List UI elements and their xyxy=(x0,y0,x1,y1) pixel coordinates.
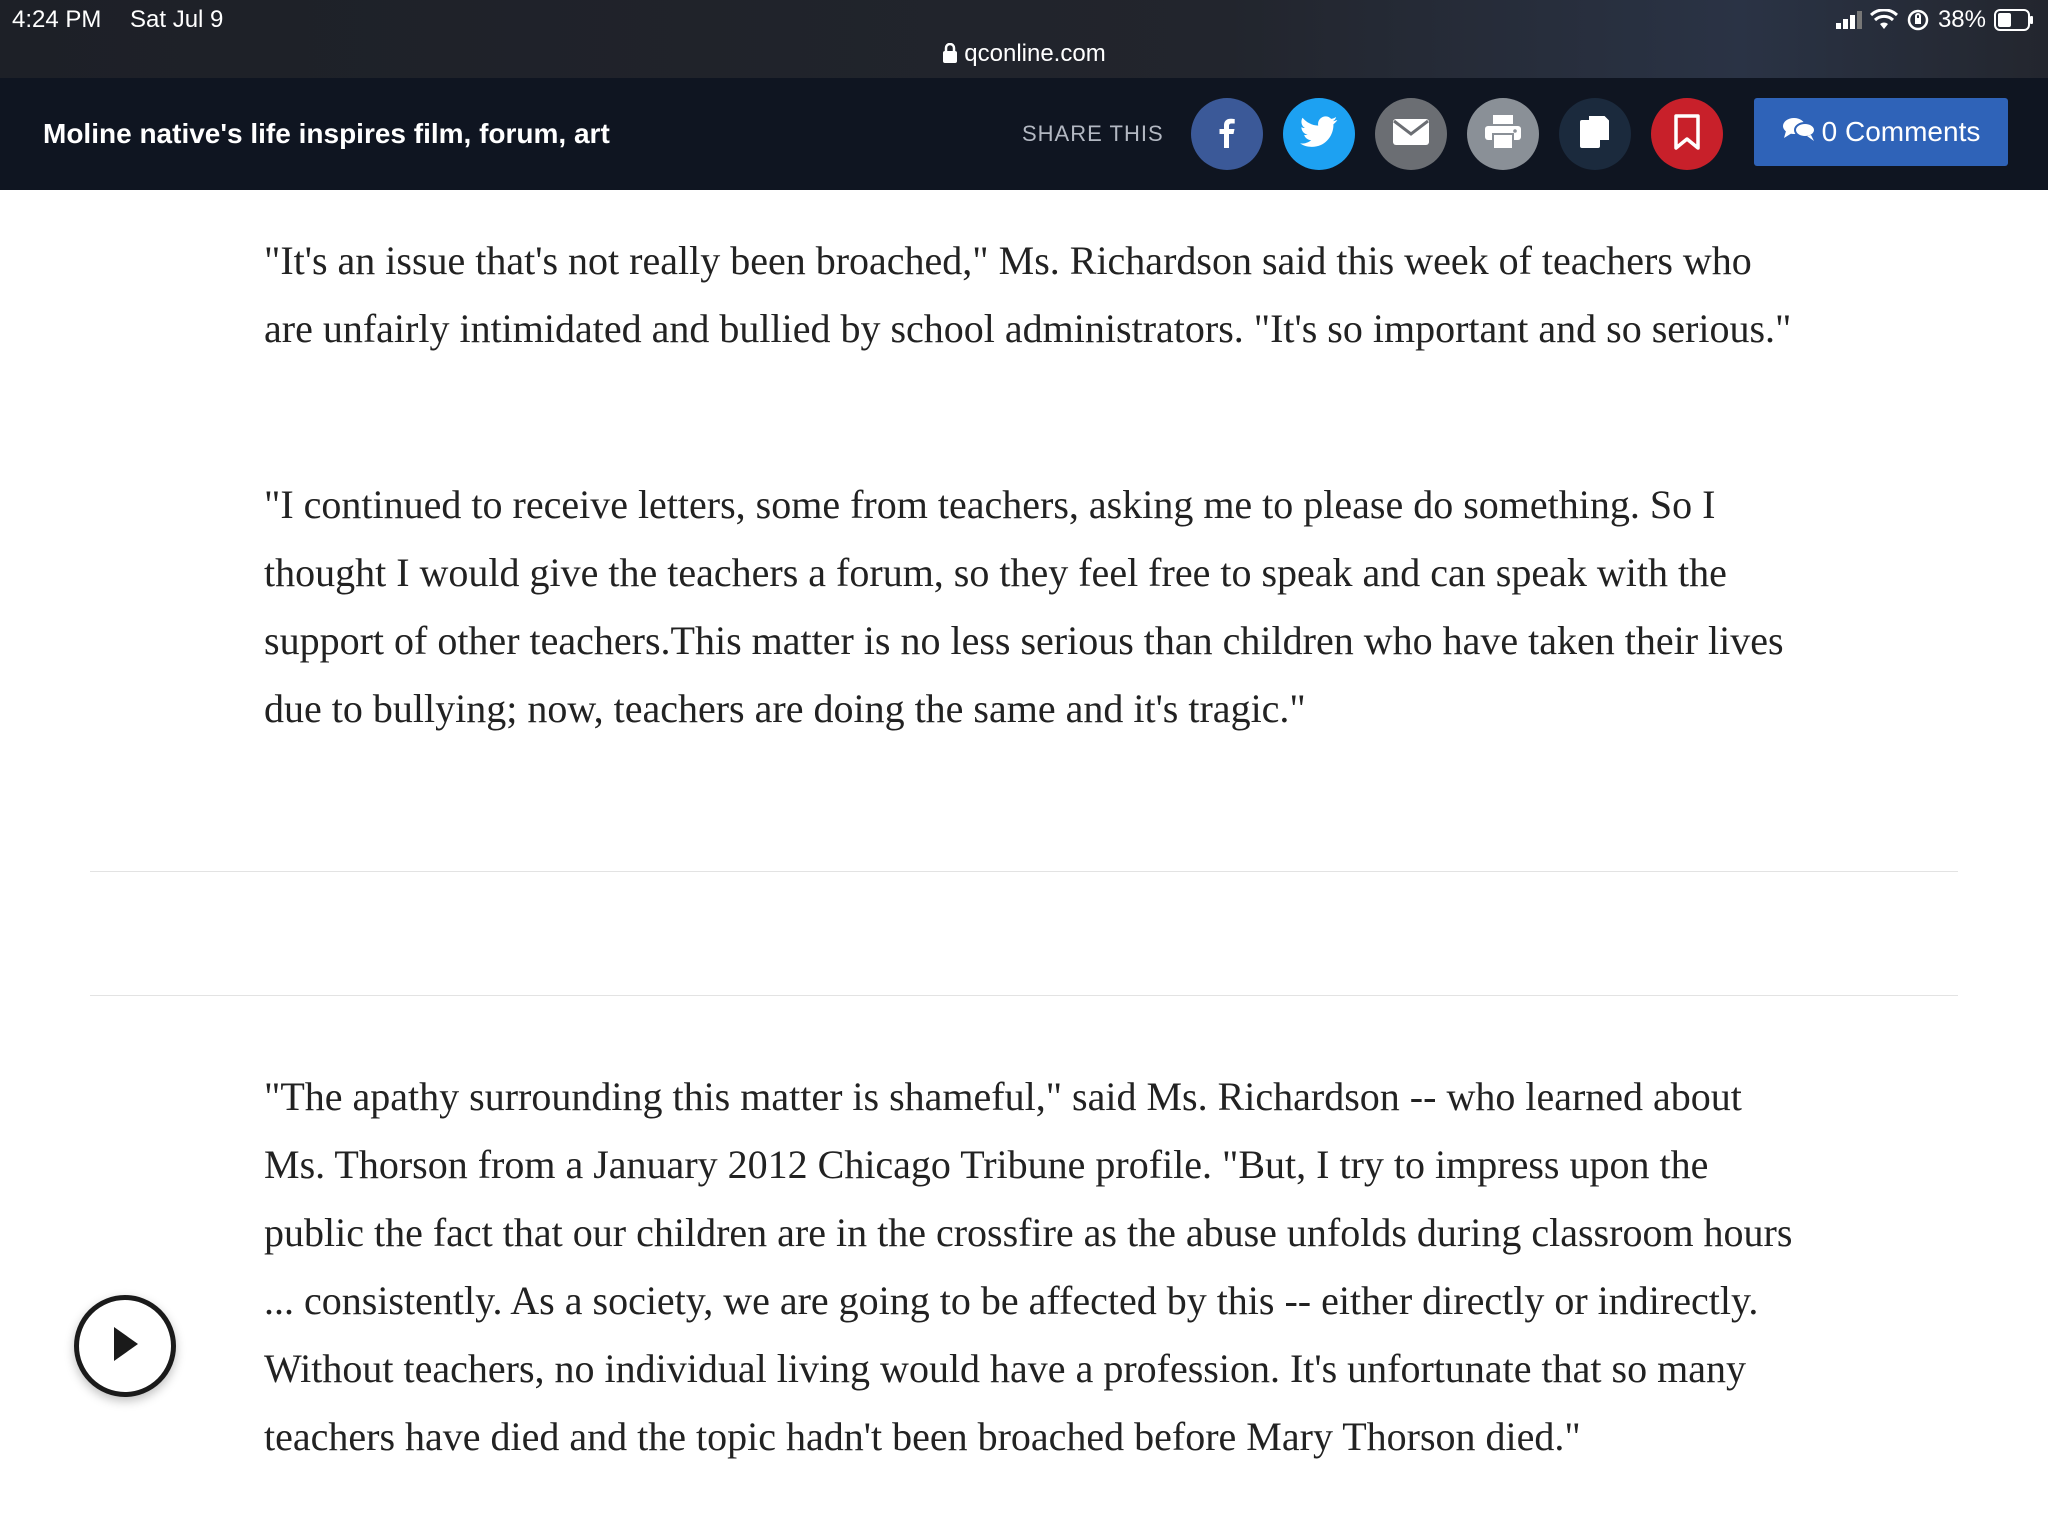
comments-label: 0 Comments xyxy=(1821,116,1981,147)
lock-icon xyxy=(942,42,958,70)
battery-icon xyxy=(1994,9,2034,31)
bookmark-icon xyxy=(1673,114,1701,155)
print-button[interactable] xyxy=(1467,98,1539,170)
status-time: 4:24 PM xyxy=(12,6,102,33)
ad-slot-divider-bottom xyxy=(90,995,1958,996)
facebook-share-button[interactable] xyxy=(1191,98,1263,170)
article-title: Moline native's life inspires film, forum, art xyxy=(43,118,610,149)
copy-link-button[interactable] xyxy=(1559,98,1631,170)
comments-button[interactable] xyxy=(1754,98,2008,166)
article-paragraph: "The apathy surrounding this matter is shameful," said Ms. Richardson -- who learned about Ms. Thorson from a January 2012 Chicago Tribune profile. "But, I try to impress upon the public the fact that our children are in the crossfire as the abuse unfolds during classroom hours ... consistently. As a society, we are going to be affected by this -- either directly or indirectly. Without teachers, no individual living would have a profession. It's unfortunate that so many teachers have died and the topic hadn't been broached before Mary Thorson died." xyxy=(264,1074,1793,1459)
media-play-button[interactable] xyxy=(74,1295,176,1397)
orientation-lock-icon xyxy=(1906,8,1930,32)
article-header-bar xyxy=(0,78,2048,190)
article-paragraph: "I continued to receive letters, some from teachers, asking me to please do something. So I thought I would give the teachers a forum, so they feel free to speak and can speak with the support of other teachers.This matter is no less serious than children who have taken their lives due to bullying; now, teachers are doing the same and it's tragic." xyxy=(264,482,1784,731)
status-indicators xyxy=(1836,6,2034,34)
email-share-button[interactable] xyxy=(1375,98,1447,170)
bookmark-button[interactable] xyxy=(1651,98,1723,170)
email-icon xyxy=(1392,118,1430,151)
copy-icon xyxy=(1579,113,1611,156)
article-paragraph: "It's an issue that's not really been broached," Ms. Richardson said this week of teachers who are unfairly intimidated and bullied by school administrators. "It's so important and so serious." xyxy=(264,238,1792,351)
facebook-icon xyxy=(1209,114,1245,155)
status-bar xyxy=(0,0,2048,78)
cellular-signal-icon xyxy=(1836,11,1862,29)
ad-slot-divider-top xyxy=(90,871,1958,872)
print-icon xyxy=(1484,114,1522,155)
status-date: Sat Jul 9 xyxy=(130,6,224,33)
play-icon xyxy=(108,1324,142,1369)
twitter-share-button[interactable] xyxy=(1283,98,1355,170)
url-text: qconline.com xyxy=(964,40,1106,67)
twitter-icon xyxy=(1300,116,1338,153)
url-bar[interactable] xyxy=(0,40,2048,70)
comments-icon xyxy=(1782,116,1816,149)
battery-percent: 38% xyxy=(1937,6,1986,33)
wifi-icon xyxy=(1870,9,1898,31)
share-label: SHARE THIS xyxy=(1022,121,1164,146)
